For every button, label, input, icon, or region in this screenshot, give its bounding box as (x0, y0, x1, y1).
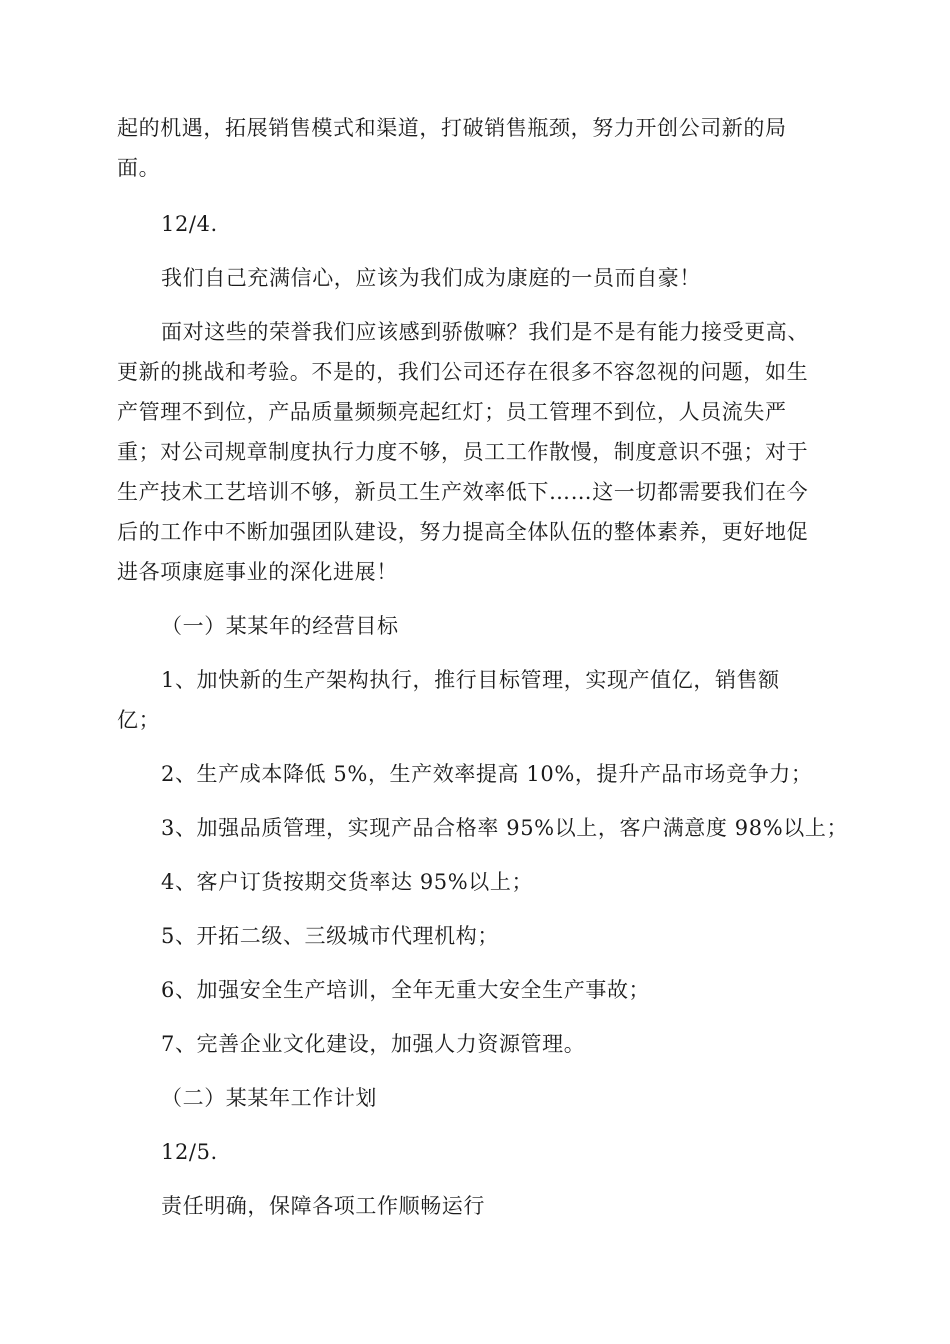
goal-item: 5、开拓二级、三级城市代理机构； (161, 924, 499, 948)
goal-item: 6、加强安全生产培训，全年无重大安全生产事故； (161, 978, 651, 1002)
paragraph-line: 产管理不到位，产品质量频频亮起红灯；员工管理不到位，人员流失严 (117, 400, 787, 424)
paragraph-line: 起的机遇，拓展销售模式和渠道，打破销售瓶颈，努力开创公司新的局 (117, 116, 787, 140)
page-marker: 12/5. (161, 1140, 218, 1164)
paragraph-line: 责任明确，保障各项工作顺畅运行 (161, 1194, 485, 1218)
paragraph-line: 更新的挑战和考验。不是的，我们公司还存在很多不容忽视的问题，如生 (117, 360, 809, 384)
goal-item: 亿； (117, 708, 161, 732)
paragraph-line: 后的工作中不断加强团队建设，努力提高全体队伍的整体素养，更好地促 (117, 520, 809, 544)
page-marker: 12/4. (161, 212, 218, 236)
section-heading: （一）某某年的经营目标 (161, 614, 399, 638)
paragraph-line: 重；对公司规章制度执行力度不够，员工工作散慢，制度意识不强；对于 (117, 440, 809, 464)
paragraph-line: 进各项康庭事业的深化进展！ (117, 560, 398, 584)
paragraph-line: 面对这些的荣誉我们应该感到骄傲嘛？我们是不是有能力接受更高、 (161, 320, 809, 344)
goal-item: 1、加快新的生产架构执行，推行目标管理，实现产值亿，销售额 (161, 668, 780, 692)
goal-item: 3、加强品质管理，实现产品合格率 95%以上，客户满意度 98%以上； (161, 816, 849, 840)
paragraph-line: 面。 (117, 156, 161, 180)
paragraph-line: 生产技术工艺培训不够，新员工生产效率低下……这一切都需要我们在今 (117, 480, 809, 504)
paragraph-line: 我们自己充满信心，应该为我们成为康庭的一员而自豪！ (161, 266, 701, 290)
goal-item: 4、客户订货按期交货率达 95%以上； (161, 870, 534, 894)
goal-item: 7、完善企业文化建设，加强人力资源管理。 (161, 1032, 586, 1056)
section-heading: （二）某某年工作计划 (161, 1086, 377, 1110)
goal-item: 2、生产成本降低 5%，生产效率提高 10%，提升产品市场竞争力； (161, 762, 813, 786)
